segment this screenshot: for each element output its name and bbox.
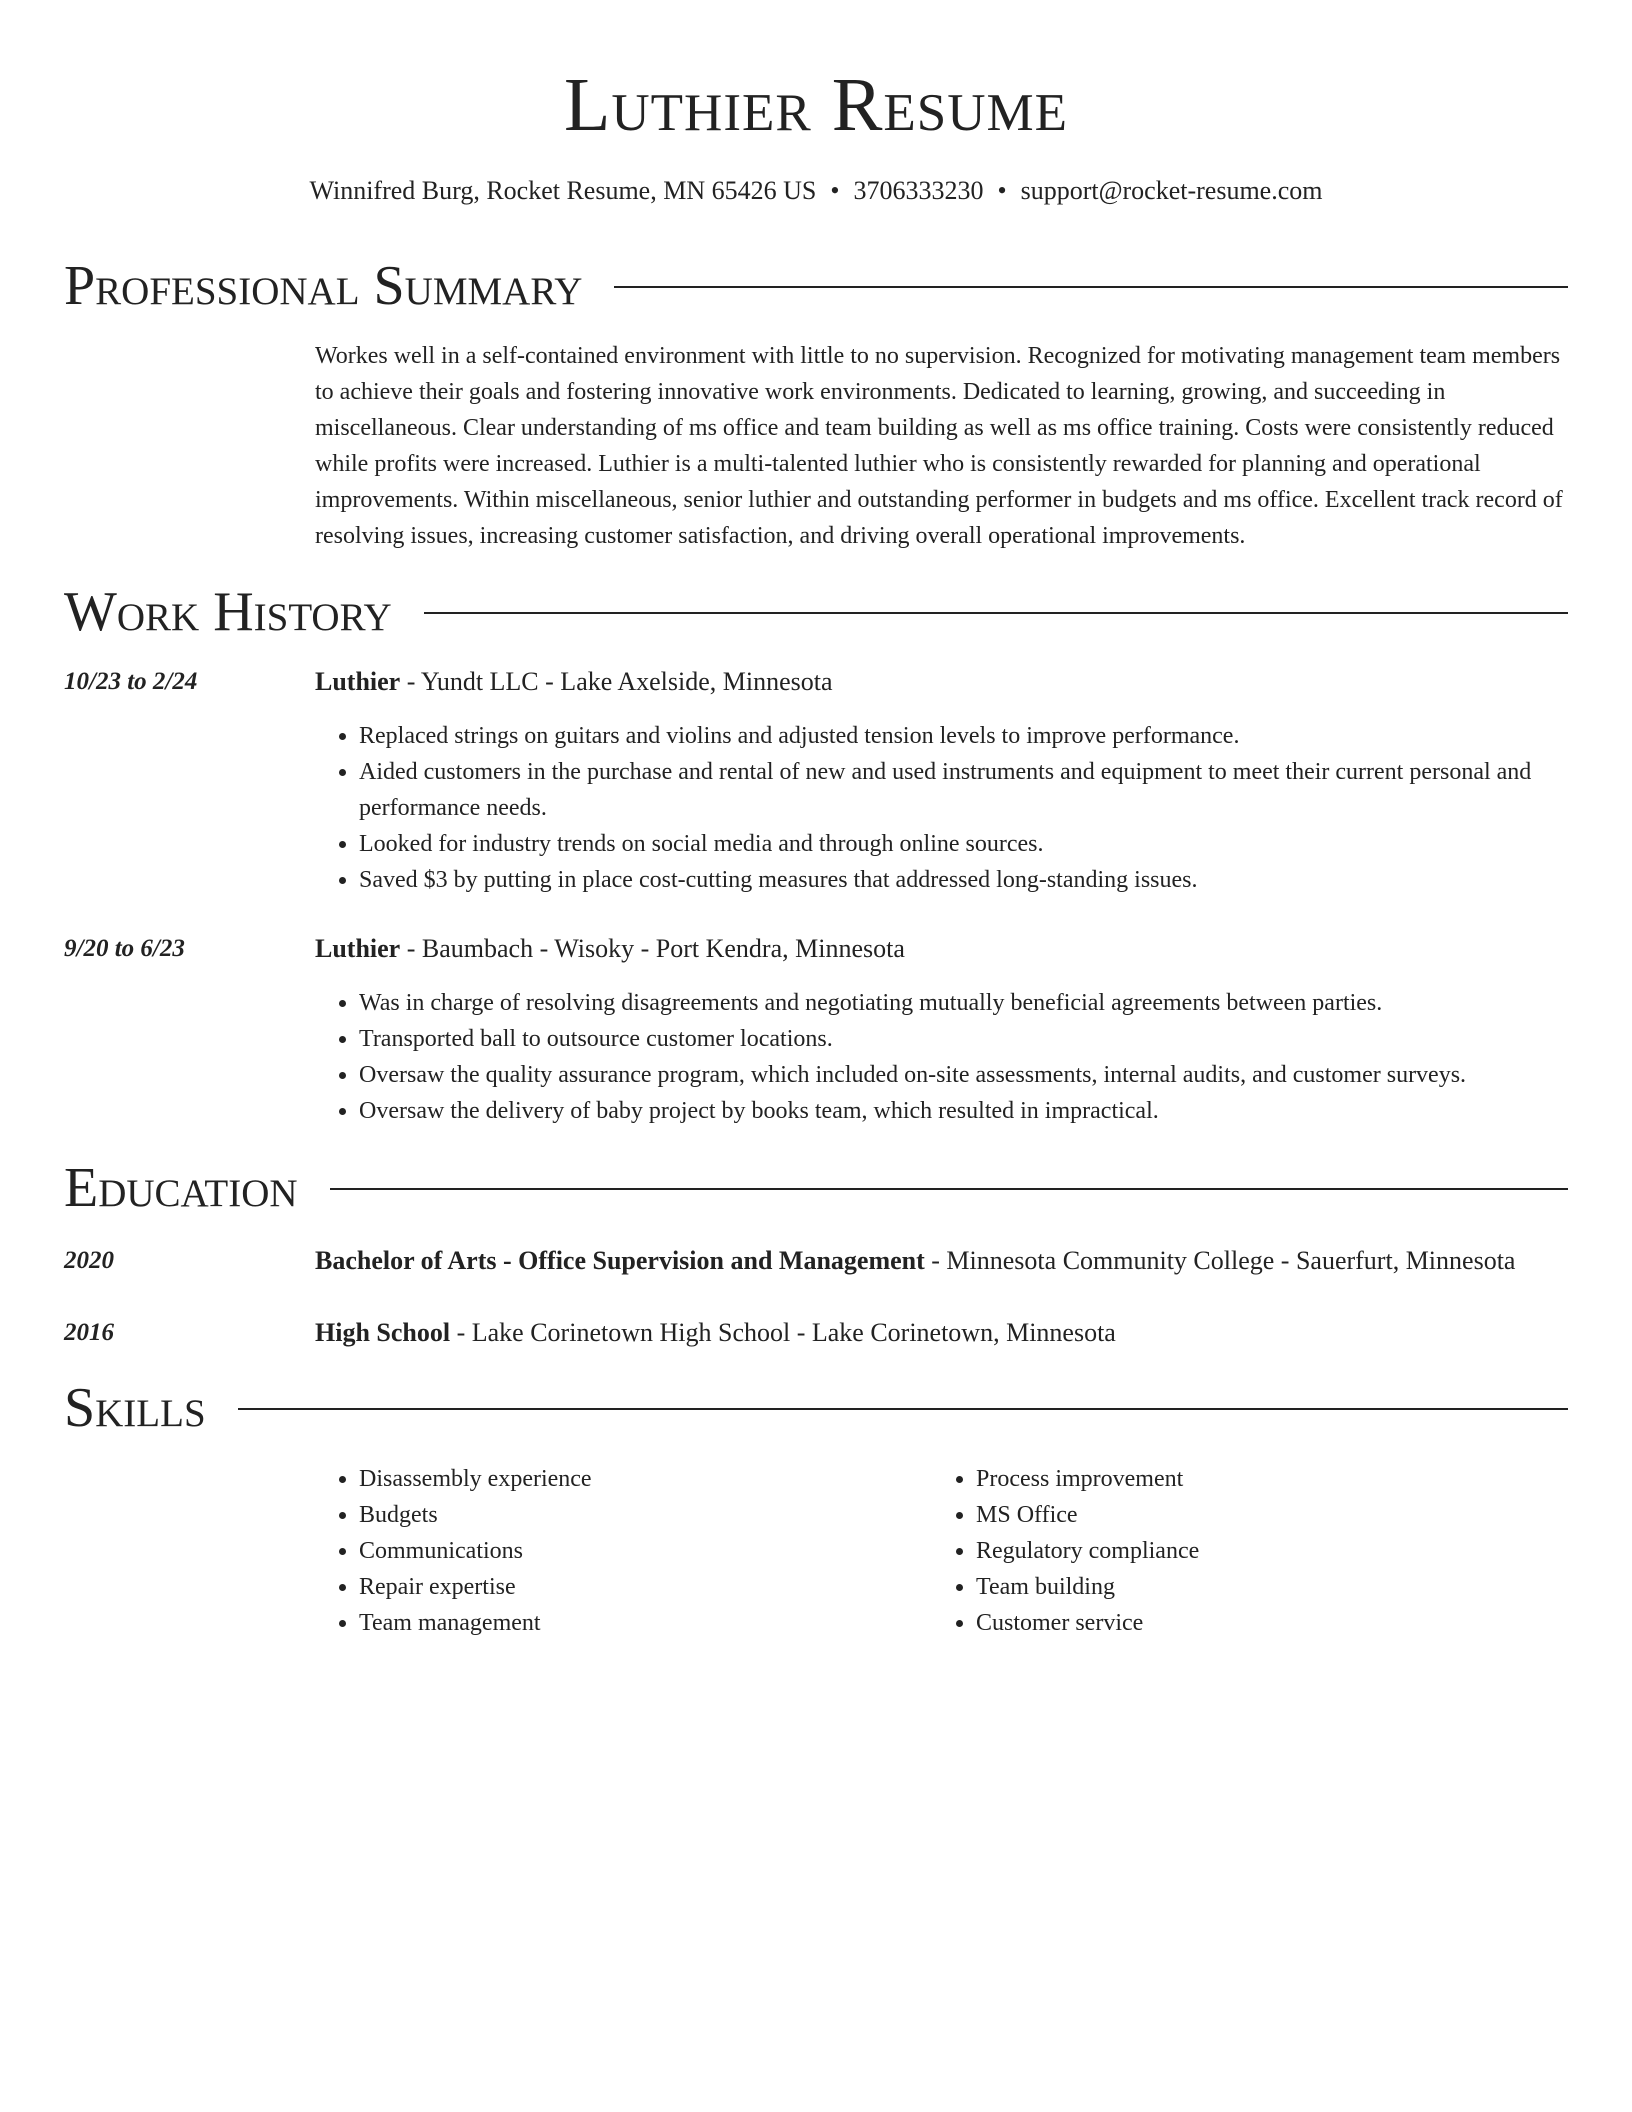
skills-heading: Skills bbox=[64, 1377, 206, 1439]
contact-line bbox=[0, 173, 1632, 209]
job-bullet: • Saved $3 by putting in place cost-cutting measures that addressed long-standing issues. bbox=[359, 862, 1568, 898]
education-line bbox=[315, 1243, 1515, 1279]
education-heading: Education bbox=[64, 1157, 298, 1219]
skill-item: • MS Office bbox=[976, 1497, 1566, 1533]
job-bullet: • Oversaw the quality assurance program, which included on-site assessments, internal audits, and customer surveys. bbox=[359, 1057, 1568, 1093]
job-bullet: • Was in charge of resolving disagreements and negotiating mutually beneficial agreements between parties. bbox=[359, 985, 1568, 1021]
education-degree: Bachelor of Arts - Office Supervision and Management bbox=[315, 1246, 925, 1275]
summary-section-header bbox=[64, 254, 1568, 318]
job-dates: 10/23 to 2/24 bbox=[64, 668, 198, 695]
job-bullet: • Aided customers in the purchase and rental of new and used instruments and equipment to meet their current personal and performance needs. bbox=[359, 754, 1568, 826]
work-section-header bbox=[64, 580, 1568, 644]
resume-title: Luthier Resume bbox=[563, 63, 1069, 147]
job-title: Luthier bbox=[315, 934, 401, 963]
summary-heading: Professional Summary bbox=[64, 255, 583, 317]
skill-item: • Budgets bbox=[359, 1497, 929, 1533]
job-bullet: • Looked for industry trends on social media and through online sources. bbox=[359, 826, 1568, 862]
work-heading: Work History bbox=[64, 581, 392, 643]
job-bullet: • Transported ball to outsource customer locations. bbox=[359, 1021, 1568, 1057]
skill-item: • Team building bbox=[976, 1569, 1566, 1605]
job-dates: 9/20 to 6/23 bbox=[64, 935, 185, 962]
education-school: - Minnesota Community College - Sauerfurt, Minnesota bbox=[924, 1246, 1516, 1275]
skill-item: • Process improvement bbox=[976, 1461, 1566, 1497]
education-school: - Lake Corinetown High School - Lake Corinetown, Minnesota bbox=[450, 1318, 1116, 1347]
skill-item: • Repair expertise bbox=[359, 1569, 929, 1605]
job-header bbox=[315, 931, 905, 967]
skills-list-left bbox=[315, 1461, 929, 1641]
skills-list-right bbox=[932, 1461, 1566, 1641]
education-section-header bbox=[64, 1156, 1568, 1220]
section-divider bbox=[614, 286, 1568, 288]
job-header bbox=[315, 664, 833, 700]
skill-item: • Customer service bbox=[976, 1605, 1566, 1641]
contact-separator: • bbox=[830, 176, 840, 205]
contact-address: Winnifred Burg, Rocket Resume, MN 65426 US bbox=[309, 176, 817, 205]
education-line bbox=[315, 1315, 1116, 1351]
skill-item: • Communications bbox=[359, 1533, 929, 1569]
section-divider bbox=[238, 1408, 1568, 1410]
skill-item: • Team management bbox=[359, 1605, 929, 1641]
skill-item: • Disassembly experience bbox=[359, 1461, 929, 1497]
job-bullets bbox=[315, 718, 1568, 898]
job-employer: - Yundt LLC - Lake Axelside, Minnesota bbox=[400, 667, 833, 696]
education-degree: High School bbox=[315, 1318, 451, 1347]
job-title: Luthier bbox=[315, 667, 401, 696]
contact-email: support@rocket-resume.com bbox=[1020, 176, 1323, 205]
job-employer: - Baumbach - Wisoky - Port Kendra, Minnesota bbox=[400, 934, 905, 963]
job-bullet: • Oversaw the delivery of baby project by books team, which resulted in impractical. bbox=[359, 1093, 1568, 1129]
education-year: 2016 bbox=[64, 1319, 114, 1346]
summary-text: Workes well in a self-contained environment with little to no supervision. Recognized for motivating management team members to achieve their goals and fostering innovative work environments. Dedicated to learning, growing, and succeeding in miscellaneous. Clear understanding of ms office and team building as well as ms office training. Costs were consistently reduced while profits were increased. Luthier is a multi-talented luthier who is consistently rewarded for planning and operational improvements. Within miscellaneous, senior luthier and outstanding performer in budgets and ms office. Excellent track record of resolving issues, increasing customer satisfaction, and driving overall operational improvements. bbox=[315, 343, 1563, 549]
skill-item: • Regulatory compliance bbox=[976, 1533, 1566, 1569]
education-year: 2020 bbox=[64, 1247, 114, 1274]
contact-separator: • bbox=[997, 176, 1007, 205]
contact-phone: 3706333230 bbox=[853, 176, 984, 205]
section-divider bbox=[424, 612, 1568, 614]
job-bullets bbox=[315, 985, 1568, 1129]
job-bullet: • Replaced strings on guitars and violins and adjusted tension levels to improve performance. bbox=[359, 718, 1568, 754]
section-divider bbox=[330, 1188, 1568, 1190]
skills-section-header bbox=[64, 1376, 1568, 1440]
